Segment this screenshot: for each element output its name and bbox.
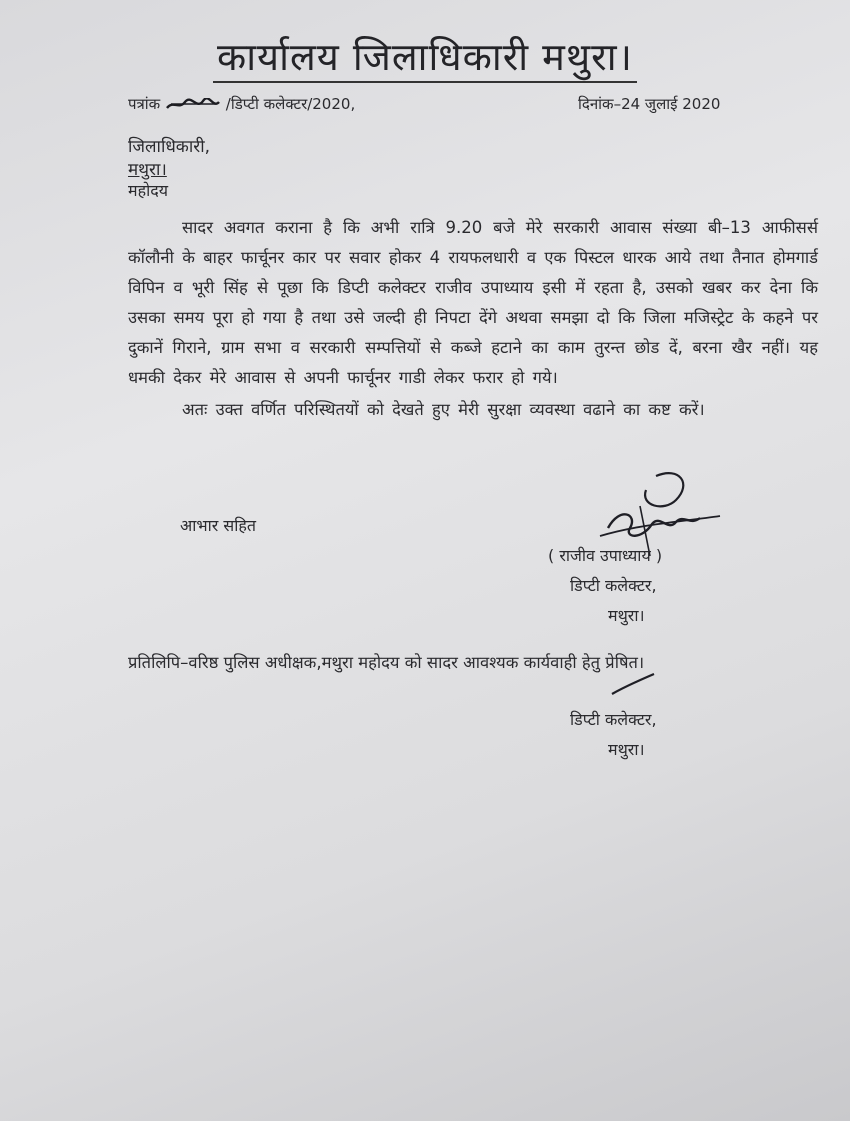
footer-city: मथुरा।: [608, 740, 645, 759]
body-paragraph-1: सादर अवगत कराना है कि अभी रात्रि 9.20 बजे मेरे सरकारी आवास संख्या बी–13 आफीसर्स कॉलौनी के बाहर फार्चूनर कार पर सवार होकर 4 रायफलधारी व एक पिस्टल धारक आये तथा तैनात होमगार्ड विपिन व भूरी सिंह से पूछा कि डिप्टी कलेक्टर राजीव उपाध्याय इसी में रहता है, उसको खबर कर देना कि उसका समय पूरा हो गया है तथा उसे जल्दी ही निपटा देंगे अथवा समझा दो कि जिला मजिस्ट्रेट के कहने पर दुकानें गिराने, ग्राम सभा व सरकारी सम्पत्तियों से कब्जे हटाने का काम तुरन्त छोड दें, बरना खैर नहीं। यह धमकी देकर मेरे आवास से अपनी फार्चूनर गाडी लेकर फरार हो गये।: [128, 218, 818, 387]
footer-designation: डिप्टी कलेक्टर,: [570, 710, 657, 729]
office-title-text: कार्यालय जिलाधिकारी मथुरा।: [213, 35, 637, 83]
letter-body: [128, 213, 818, 425]
office-title: [0, 30, 850, 82]
closing-text: आभार सहित: [180, 516, 256, 535]
letter-date: दिनांक–24 जुलाई 2020: [578, 95, 721, 113]
reference-suffix: /डिप्टी कलेक्टर/2020,: [225, 95, 356, 113]
body-paragraph-2: अतः उक्त वर्णित परिस्थितयों को देखते हुए मेरी सुरक्षा व्यवस्था वढाने का कष्ट करें।: [182, 400, 705, 419]
reference-number: [128, 94, 355, 114]
copy-to-line: प्रतिलिपि–वरिष्ठ पुलिस अधीक्षक,मथुरा महोदय को सादर आवश्यक कार्यवाही हेतु प्रेषित।: [128, 653, 645, 672]
addressee-line-1: जिलाधिकारी,: [128, 137, 211, 157]
signatory-name: ( राजीव उपाध्याय ): [548, 546, 663, 565]
salutation: महोदय: [128, 181, 168, 200]
signatory-city: मथुरा।: [608, 606, 645, 625]
signatory-designation: डिप्टी कलेक्टर,: [570, 576, 657, 595]
addressee-line-2: मथुरा।: [128, 160, 167, 180]
reference-prefix: पत्रांक: [128, 95, 161, 113]
handwritten-ref-scrawl: [165, 98, 221, 112]
initial-mark-icon: [608, 672, 658, 698]
